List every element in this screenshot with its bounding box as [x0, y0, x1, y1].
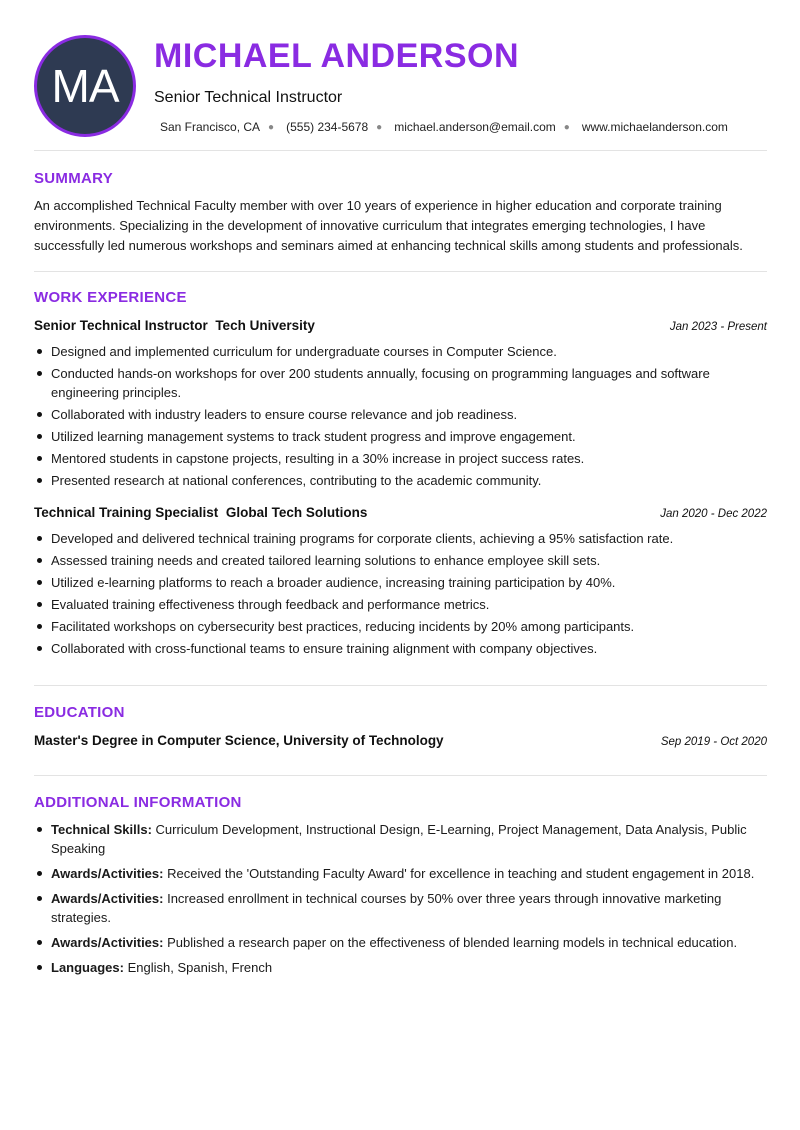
list-item: Facilitated workshops on cybersecurity best practices, reducing incidents by 20% among participants. — [34, 617, 767, 636]
summary-heading: SUMMARY — [34, 170, 114, 187]
education-dates: Sep 2019 - Oct 2020 — [660, 736, 767, 748]
job-dates: Jan 2023 - Present — [669, 321, 767, 333]
job-company: Global Tech Solutions — [225, 505, 368, 520]
divider — [34, 685, 767, 686]
additional-info-list — [34, 820, 767, 983]
list-item: Designed and implemented curriculum for undergraduate courses in Computer Science. — [34, 342, 767, 361]
job-role-company — [34, 505, 367, 520]
list-item — [34, 933, 767, 952]
info-label: Awards/Activities: — [51, 866, 164, 881]
info-text: Curriculum Development, Instructional Design, E-Learning, Project Management, Data Analysis, Public Speaking — [51, 822, 747, 856]
candidate-name: MICHAEL ANDERSON — [154, 37, 520, 75]
job-bullets — [34, 342, 767, 493]
job-company: Tech University — [215, 318, 315, 333]
list-item: Evaluated training effectiveness through feedback and performance metrics. — [34, 595, 767, 614]
info-label: Languages: — [51, 960, 124, 975]
list-item: Mentored students in capstone projects, resulting in a 30% increase in project success rates. — [34, 449, 767, 468]
job-role: Technical Training Specialist — [34, 505, 219, 520]
work-experience-heading: WORK EXPERIENCE — [34, 289, 187, 306]
list-item: Utilized learning management systems to track student progress and improve engagement. — [34, 427, 767, 446]
separator-dot-icon: ● — [563, 121, 570, 133]
candidate-title: Senior Technical Instructor — [154, 89, 343, 106]
separator-dot-icon: ● — [376, 121, 383, 133]
list-item: Conducted hands-on workshops for over 200 students annually, focusing on programming languages and software engineering principles. — [34, 364, 767, 402]
job-role-company — [34, 318, 315, 333]
job-dates: Jan 2020 - Dec 2022 — [660, 508, 767, 520]
separator-dot-icon: ● — [268, 121, 275, 133]
divider — [34, 150, 767, 151]
info-label: Awards/Activities: — [51, 891, 164, 906]
contact-email[interactable]: michael.anderson@email.com — [394, 120, 556, 134]
education-degree: Master's Degree in Computer Science, University of Technology — [34, 733, 444, 748]
job-header — [34, 505, 767, 520]
list-item: Utilized e-learning platforms to reach a broader audience, increasing training participation by 40%. — [34, 573, 767, 592]
list-item: Collaborated with industry leaders to ensure course relevance and job readiness. — [34, 405, 767, 424]
avatar — [34, 35, 136, 137]
contact-website[interactable]: www.michaelanderson.com — [581, 120, 728, 134]
list-item: Assessed training needs and created tailored learning solutions to enhance employee skill sets. — [34, 551, 767, 570]
list-item — [34, 820, 767, 858]
list-item — [34, 958, 767, 977]
list-item: Collaborated with cross-functional teams to ensure training alignment with company objectives. — [34, 639, 767, 658]
summary-text: An accomplished Technical Faculty member with over 10 years of experience in higher education and corporate training environments. Specializing in the development of innovative curriculum that integrates emerging technologies, I have successfully led numerous workshops and seminars aimed at enhancing technical skills among students and professionals. — [34, 198, 743, 253]
list-item — [34, 889, 767, 927]
info-text: Published a research paper on the effectiveness of blended learning models in technical education. — [167, 935, 738, 950]
info-text: Received the 'Outstanding Faculty Award' for excellence in teaching and student engagement in 2018. — [167, 866, 755, 881]
education-heading: EDUCATION — [34, 704, 125, 721]
info-text: Increased enrollment in technical courses by 50% over three years through innovative marketing strategies. — [51, 891, 722, 925]
additional-info-heading: ADDITIONAL INFORMATION — [34, 794, 242, 811]
info-text: English, Spanish, French — [127, 960, 273, 975]
job-header — [34, 318, 767, 333]
divider — [34, 775, 767, 776]
divider — [34, 271, 767, 272]
contact-phone: (555) 234-5678 — [286, 120, 369, 134]
contact-location: San Francisco, CA — [160, 120, 261, 134]
education-entry — [34, 733, 767, 748]
avatar-initials: MA — [51, 60, 119, 112]
info-label: Awards/Activities: — [51, 935, 164, 950]
list-item: Presented research at national conferences, contributing to the academic community. — [34, 471, 767, 490]
job-role: Senior Technical Instructor — [34, 318, 208, 333]
list-item: Developed and delivered technical training programs for corporate clients, achieving a 95% satisfaction rate. — [34, 529, 767, 548]
list-item — [34, 864, 767, 883]
contact-line — [160, 120, 728, 134]
info-label: Technical Skills: — [51, 822, 152, 837]
job-bullets — [34, 529, 767, 661]
